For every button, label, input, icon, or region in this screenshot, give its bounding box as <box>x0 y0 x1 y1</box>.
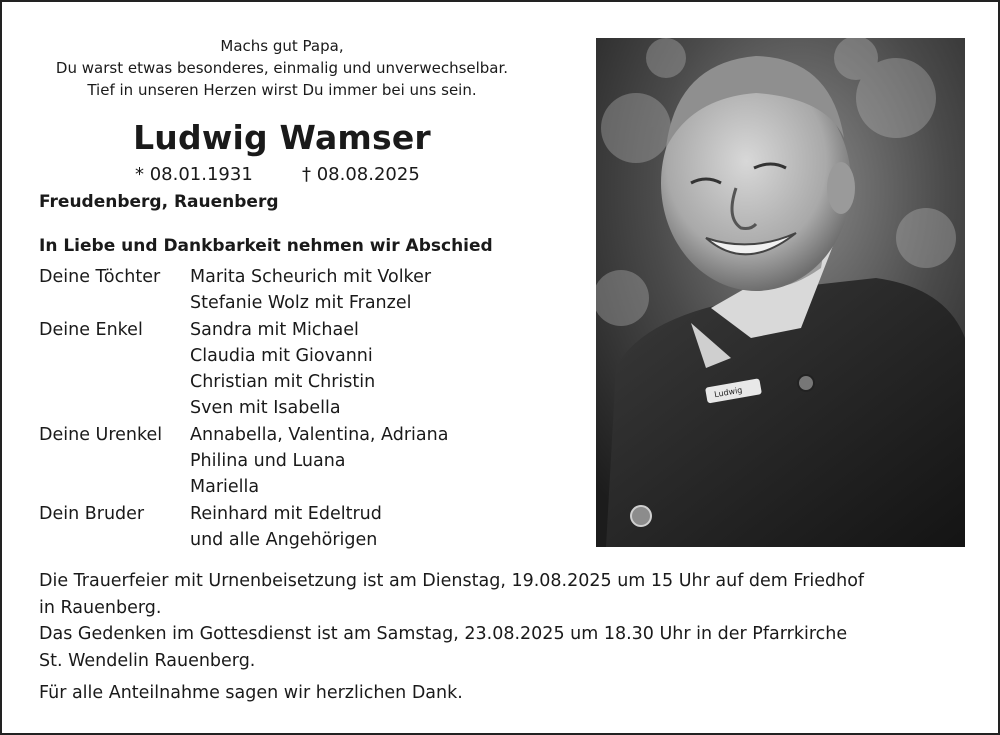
mourners-list <box>39 264 579 553</box>
mourner-group <box>39 264 579 317</box>
farewell-heading: In Liebe und Dankbarkeit nehmen wir Abschied <box>39 236 493 256</box>
deceased-name: Ludwig Wamser <box>133 118 431 157</box>
info-line: in Rauenberg. <box>39 597 162 618</box>
mourner-name: Reinhard mit Edeltrud <box>190 503 382 524</box>
mourner-name: Stefanie Wolz mit Franzel <box>190 293 412 314</box>
birth-date: * 08.01.1931 <box>135 164 253 185</box>
relation-names <box>190 501 382 554</box>
mourner-name: Claudia mit Giovanni <box>190 345 373 366</box>
life-dates <box>135 163 435 189</box>
service-info <box>39 568 969 674</box>
info-line: St. Wendelin Rauenberg. <box>39 650 256 671</box>
mourner-name: Annabella, Valentina, Adriana <box>190 424 449 445</box>
mourner-group <box>39 422 579 501</box>
verse-line: Tief in unseren Herzen wirst Du immer bei uns sein. <box>87 81 477 99</box>
mourner-name: Sandra mit Michael <box>190 319 359 340</box>
places: Freudenberg, Rauenberg <box>39 192 279 212</box>
info-line: Das Gedenken im Gottesdienst ist am Samstag, 23.08.2025 um 18.30 Uhr in der Pfarrkirche <box>39 624 848 644</box>
relation-label: Deine Urenkel <box>39 424 163 445</box>
relation-names <box>190 422 448 501</box>
thanks-line: Für alle Anteilnahme sagen wir herzlichen Dank. <box>39 683 463 703</box>
mourner-group <box>39 317 579 422</box>
mourner-name: Marita Scheurich mit Volker <box>190 267 432 287</box>
mourner-name: Sven mit Isabella <box>190 398 341 419</box>
relation-label: Deine Enkel <box>39 319 143 340</box>
mourner-group <box>39 501 579 554</box>
mourner-name: Christian mit Christin <box>190 372 376 393</box>
verse-line: Machs gut Papa, <box>220 37 344 55</box>
relation-names <box>190 264 431 317</box>
relation-label: Deine Töchter <box>39 267 161 287</box>
portrait-photo <box>596 38 965 547</box>
mourner-name: Mariella <box>190 477 260 498</box>
mourner-name: und alle Angehörigen <box>190 529 378 550</box>
verse-line: Du warst etwas besonderes, einmalig und unverwechselbar. <box>55 59 509 77</box>
relation-names <box>190 317 375 422</box>
death-date: † 08.08.2025 <box>302 164 420 185</box>
farewell-verse <box>32 35 532 101</box>
mourner-name: Philina und Luana <box>190 451 346 472</box>
photo-pin-text: Ludwig <box>713 385 744 400</box>
relation-label: Dein Bruder <box>39 503 145 524</box>
info-line: Die Trauerfeier mit Urnenbeisetzung ist am Dienstag, 19.08.2025 um 15 Uhr auf dem Friedhof <box>39 571 865 591</box>
